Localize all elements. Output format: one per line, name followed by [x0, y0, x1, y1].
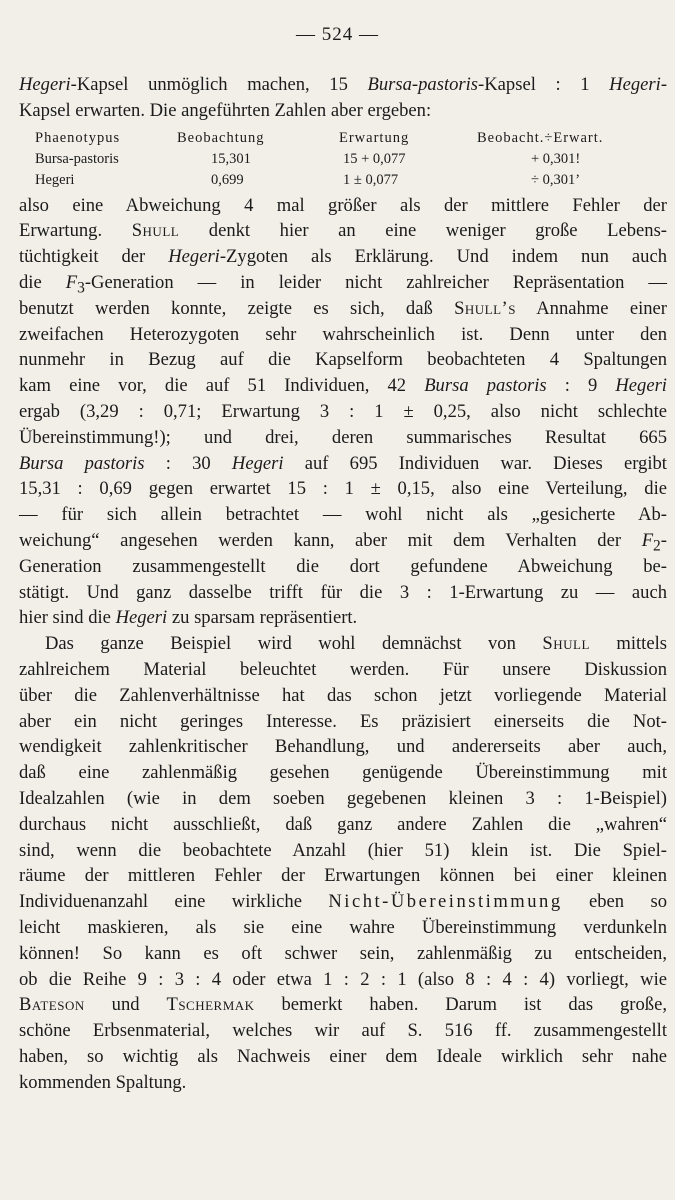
text-line: also eine Abweichung 4 mal größer als der mittlere Fehler der [19, 194, 667, 216]
table-cell: 0,699 [211, 171, 244, 188]
intro-line-1: Hegeri-Kapsel unmöglich machen, 15 Bursa-pastoris-Kapsel : 1 Hegeri- [19, 74, 668, 95]
intro-line-2: Kapsel erwarten. Die angeführten Zahlen aber ergeben: [19, 99, 432, 121]
text-line: weichung“ angesehen werden kann, aber mit dem Verhalten der $F_2-$ [19, 529, 667, 555]
table-header-row [35, 128, 667, 149]
table-header: Beobachtung [177, 129, 265, 146]
text-line: benutzt werden konnte, zeigte es sich, daß Shull’s Annahme einer [19, 297, 667, 319]
text-line: Bateson und Tschermak bemerkt haben. Darum ist das große, [19, 994, 667, 1016]
paragraph-2 [19, 631, 667, 1095]
text-line: Bursa pastoris : 30 Hegeri auf 695 Individuen war. Dieses ergibt [19, 452, 667, 474]
text-line: Übereinstimmung!); und drei, deren summarisches Resultat 665 [19, 426, 667, 448]
table-header: Erwartung [339, 129, 410, 146]
phenotype-table [35, 128, 667, 191]
text-line: können! So kann es oft schwer sein, zahlenmäßig zu entscheiden, [19, 942, 667, 964]
text-line: kam eine vor, die auf 51 Individuen, 42 Bursa pastoris : 9 Hegeri [19, 375, 667, 397]
table-cell: + 0,301! [531, 150, 581, 167]
table-cell: 15 + 0,077 [343, 150, 406, 167]
text-line: ob die Reihe 9 : 3 : 4 oder etwa 1 : 2 : 1 (also 8 : 4 : 4) vorliegt, wie [19, 968, 667, 990]
text-line: über die Zahlenverhältnisse hat das schon jetzt vorliegende Material [19, 684, 667, 706]
text-line: 15,31 : 0,69 gegen erwartet 15 : 1 ± 0,15, also eine Verteilung, die [19, 478, 667, 500]
paragraph-1 [19, 193, 667, 632]
table-cell: 15,301 [211, 150, 251, 167]
text-line: ergab (3,29 : 0,71; Erwartung 3 : 1 ± 0,25, also nicht schlechte [19, 400, 667, 422]
text-line: Das ganze Beispiel wird wohl demnächst von Shull mittels [45, 633, 668, 655]
text-line: daß eine zahlenmäßig gesehen genügende Übereinstimmung mit [19, 762, 667, 784]
table-header: Beobacht.÷Erwart. [477, 129, 604, 146]
text-line: Generation zusammengestellt die dort gefundene Abweichung be- [19, 555, 667, 577]
table-row [35, 170, 667, 191]
text-line: aber ein nicht geringes Interesse. Es präzisiert einerseits die Not- [19, 710, 667, 732]
table-cell: Hegeri [35, 171, 75, 188]
text-line: stätigt. Und ganz dasselbe trifft für die 3 : 1-Erwartung zu — auch [19, 581, 667, 603]
text-line: zweifachen Heterozygoten sehr wahrscheinlich ist. Denn unter den [19, 323, 667, 345]
table-row [35, 149, 667, 170]
text-line: Idealzahlen (wie in dem soeben gegebenen kleinen 3 : 1-Beispiel) [19, 787, 667, 809]
text-line: hier sind die Hegeri zu sparsam repräsentiert. [19, 607, 358, 629]
text-line: wendigkeit zahlenkritischer Behandlung, und andererseits aber auch, [19, 736, 667, 758]
body-text [19, 72, 667, 1095]
text-line: die $F_3$-Generation — in leider nicht zahlreicher Repräsentation — [19, 271, 667, 297]
page-number: — 524 — [296, 24, 379, 45]
text-line: sind, wenn die beobachtete Anzahl (hier 51) klein ist. Die Spiel- [19, 839, 667, 861]
text-line: Individuenanzahl eine wirkliche Nicht-Übereinstimmung eben so [19, 891, 667, 913]
text-line: räume der mittleren Fehler der Erwartungen können bei einer kleinen [19, 865, 667, 887]
text-line: nunmehr in Bezug auf die Kapselform beobachteten 4 Spaltungen [19, 349, 667, 371]
text-line: — für sich allein betrachtet — wohl nicht als „gesicherte Ab- [19, 504, 667, 526]
text-line: haben, so wichtig als Nachweis einer dem Ideale wirklich sehr nahe [19, 1045, 667, 1067]
text-line: kommenden Spaltung. [19, 1071, 187, 1093]
text-line: durchaus nicht ausschließt, daß ganz andere Zahlen die „wahren“ [19, 813, 667, 835]
table-cell: ÷ 0,301’ [531, 171, 581, 188]
table-cell: 1 ± 0,077 [343, 171, 399, 188]
text-line: schöne Erbsenmaterial, welches wir auf S. 516 ff. zusammengestellt [19, 1020, 667, 1042]
table-cell: Bursa-pastoris [35, 150, 119, 167]
text-line: tüchtigkeit der Hegeri-Zygoten als Erklärung. Und indem nun auch [19, 246, 668, 268]
table-header: Phaenotypus [35, 129, 121, 146]
text-line: leicht maskieren, als sie eine wahre Übereinstimmung verdunkeln [19, 916, 667, 938]
text-line: zahlreichem Material beleuchtet werden. Für unsere Diskussion [19, 658, 667, 680]
text-line: Erwartung. Shull denkt hier an eine weniger große Lebens- [19, 220, 667, 242]
